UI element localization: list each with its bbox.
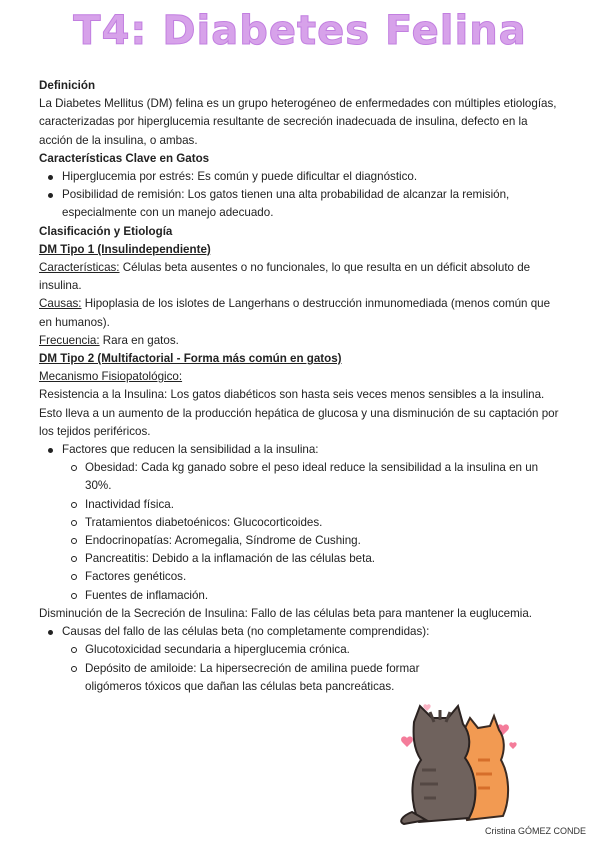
- author-credit: Cristina GÓMEZ CONDE: [484, 826, 586, 836]
- text: Células beta ausentes o no funcionales, lo que resulta en un déficit absoluto de insulina.: [39, 261, 531, 293]
- list-item: Inactividad física.: [62, 496, 559, 514]
- document-body: [39, 77, 559, 696]
- label: Causas:: [39, 297, 82, 311]
- list-item: Depósito de amiloide: La hipersecreción de amilina puede formar oligómeros tóxicos que dañan las células beta pancreáticas.: [62, 660, 472, 696]
- tipo1-frecuencia: [39, 332, 559, 350]
- label: Características:: [39, 261, 120, 275]
- list-item: Fuentes de inflamación.: [62, 587, 559, 605]
- causas-sublist: [62, 641, 472, 696]
- list-item: Obesidad: Cada kg ganado sobre el peso ideal reduce la sensibilidad a la insulina en un 30%.: [62, 459, 559, 495]
- section-heading-caracteristicas: Características Clave en Gatos: [39, 151, 210, 165]
- resistencia-text: Resistencia a la Insulina: Los gatos diabéticos son hasta seis veces menos sensibles a la insulina. Esto lleva a un aumento de la producción hepática de glucosa y una disminución de su captación por los tejidos periféricos.: [39, 388, 559, 438]
- list-item: Pancreatitis: Debido a la inflamación de las células beta.: [62, 550, 559, 568]
- list-item: Endocrinopatías: Acromegalia, Síndrome de Cushing.: [62, 532, 559, 550]
- grey-cat: [401, 706, 475, 824]
- text: Rara en gatos.: [99, 333, 179, 347]
- list-item: [39, 441, 559, 605]
- list-item: [39, 623, 559, 696]
- list-item: Hiperglucemia por estrés: Es común y puede dificultar el diagnóstico.: [39, 168, 559, 186]
- section-heading-definicion: Definición: [39, 79, 96, 92]
- causas-heading: Causas del fallo de las células beta (no completamente comprendidas):: [62, 625, 430, 639]
- label: Frecuencia:: [39, 333, 100, 347]
- subheading-tipo2: DM Tipo 2 (Multifactorial - Forma más común en gatos): [39, 352, 342, 366]
- list-item: Posibilidad de remisión: Los gatos tienen una alta probabilidad de alcanzar la remisión, especialmente con un manejo adecuado.: [39, 186, 559, 222]
- page-title: T4: Diabetes Felina: [73, 8, 527, 54]
- list-item: Tratamientos diabetoénicos: Glucocorticoides.: [62, 514, 559, 532]
- factores-heading: Factores que reducen la sensibilidad a la insulina:: [62, 443, 319, 457]
- caracteristicas-list: [39, 168, 559, 223]
- factores-sublist: [62, 459, 559, 605]
- text: Hipoplasia de los islotes de Langerhans o destrucción inmunomediada (menos común que en humanos).: [39, 297, 551, 329]
- tipo1-caracteristicas: [39, 259, 559, 295]
- heart-icon: [509, 742, 516, 749]
- cats-illustration: [392, 700, 522, 825]
- subheading-tipo1: DM Tipo 1 (Insulindependiente): [39, 242, 211, 256]
- heart-icon: [401, 736, 413, 747]
- causas-list: [39, 623, 559, 696]
- list-item: Factores genéticos.: [62, 568, 559, 586]
- list-item: Glucotoxicidad secundaria a hiperglucemia crónica.: [62, 641, 472, 659]
- tipo1-causas: [39, 295, 559, 331]
- definicion-text: La Diabetes Mellitus (DM) felina es un grupo heterogéneo de enfermedades con múltiples etiologías, caracterizadas por hiperglucemia resultante de secreción inadecuada de insulina, defecto en la acción de la insulina, o ambas.: [39, 97, 557, 147]
- mecanismo-label: Mecanismo Fisiopatológico:: [39, 370, 183, 384]
- factores-list: [39, 441, 559, 605]
- secrecion-text: Disminución de la Secreción de Insulina: Fallo de las células beta para mantener la euglucemia.: [39, 606, 533, 620]
- section-heading-clasificacion: Clasificación y Etiología: [39, 224, 173, 238]
